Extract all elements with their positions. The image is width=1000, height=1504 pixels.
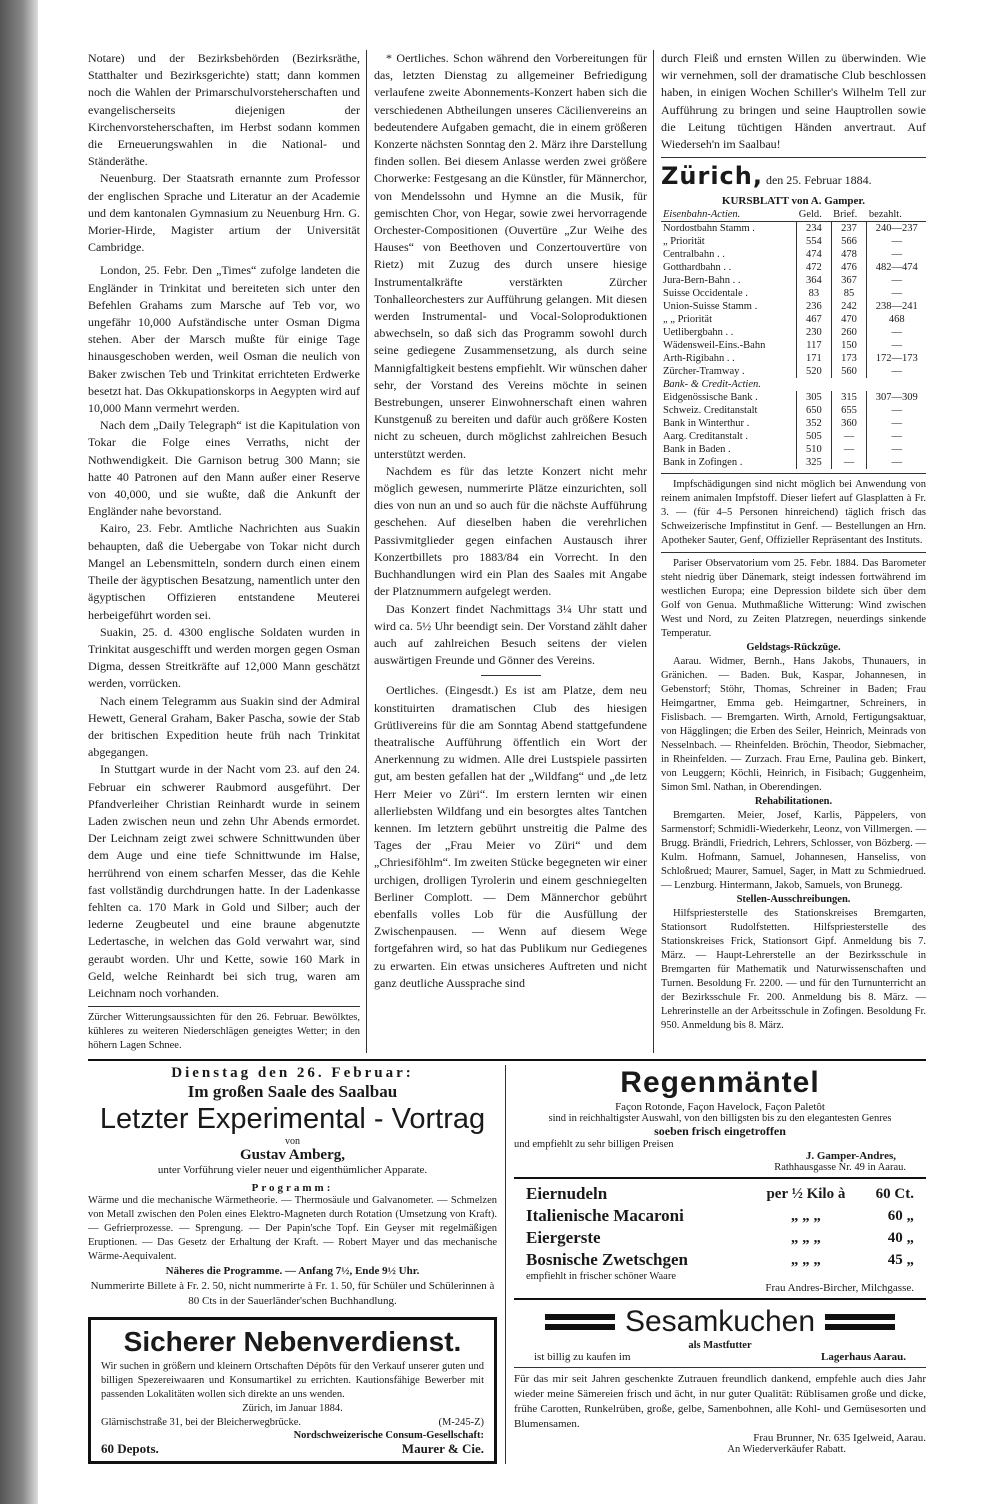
article: * Oertliches. Schon während den Vorbereitungen für das, letzten Dienstag zu allgemeiner Befriedigung verlaufene zweite Abonnements-Konzert haben sich die verschiedenen Abtheilungen unseres Cäcilienvereins an bedeutendere Aufgaben gemacht, die in einem größeren Konzerte nächsten Sonntag den 2. März ihre Darstellung finden sollen. Bei diesem Anlasse werden zwei größere Chorwerke: Festgesang an die Künstler, für Männerchor, von Mendelssohn und Hymne an die Musik, für gemischten Chor, von Hegar, sowie zwei hervorragende Orchester-Compositionen (Ouvertüre „Zur Weihe des Hauses“ von Beethoven und Conzertouvertüre von Rietz) mit Zuzug des durch unsere hiesige Instrumentalkräfte verstärkten Zürcher Tonhalleorchesters zur Aufführung gelangen. Mit diesen werden Instrumental- und Vocal-Soloproduktionen abwechseln, so daß sich das Programm sowohl durch seine gediegene Zusammensetzung, als durch seine Mannigfaltigkeit bestens empfiehlt. Wir wünschen daher sehr, der Vorstand des Vereins möchte in seinen Bestrebungen, unserer Einwohnerschaft einen wahren Kunstgenuß zu bereiten und dafür auch größere Kosten nicht zu scheuen, durch möglichst zahlreichen Besuch unterstützt werden. [374,51,647,461]
brief-value: 470 [831,313,867,326]
unit: „ „ „ [790,1208,821,1225]
article: London, 25. Febr. Den „Times“ zufolge landeten die Engländer in Trinkitat und bereiteten sich unter den Befehlen Grahams zum Marsche auf Teb vor, wo ungefähr 10,000 Aufständische unter Osman Digma stehen. Aber der Marsch mußte für einige Tage hinausgeschoben werden, weil Osman die neulich von Baker zwischen Teb und Trinkitat errichteten Erdwerke besetzt hat. Das Okkupationskorps in Aegypten wird auf 10,000 Mann vermehrt werden. [88,263,360,416]
ad-line: soeben frisch eingetroffen [654,1124,786,1139]
kurs-row [661,326,926,339]
unit: „ „ „ [790,1230,821,1247]
ad-line: ist billig zu kaufen im [534,1351,631,1364]
price: 60 „ [887,1208,914,1225]
stock-name: Schweiz. Creditanstalt [663,405,758,417]
bezahlt-value: — [867,443,926,456]
ad-speaker: Gustav Amberg, [240,1147,345,1164]
kurs-row [661,456,926,469]
article: Das Konzert findet Nachmittags 3¼ Uhr statt und wird ca. 5½ Uhr beendigt sein. Der Vorstand zählt daher auch auf zahlreichen Besuch seitens der vielen auswärtigen Freunde und Gönner des Vereins. [374,601,647,668]
ad-firm: Frau Brunner, Nr. 635 Igelweid, Aarau. [753,1432,926,1445]
divider [661,157,926,158]
geld-value: 510 [797,443,831,456]
col-header: bezahlt. [867,208,926,222]
ad-depots: 60 Depots. [101,1441,159,1457]
kursblatt-table [661,208,926,469]
article: Nach einem Telegramm aus Suakin sind der Admiral Hewett, General Graham, Baker Pascha, sowie der Stab der britischen Expedition heute früh nach Trinkitat abgegangen. [88,693,360,760]
article: Notare) und der Bezirksbehörden (Bezirksräthe, Statthalter und Bezirksgerichte) statt; dann kommen noch die Wahlen der Primarschulvorsteherschaften und evangelischerseits diejenigen der Kirchenvorsteherschaften, im Herbst sodann kommen die Erneuerungswahlen in die National- und Ständeräthe. [88,51,360,169]
col-header: Eisenbahn-Actien. [661,208,797,222]
kurs-row [661,261,926,274]
stock-name: Zürcher-Tramway . [663,366,745,378]
brief-value: — [831,430,867,443]
bezahlt-value: — [867,404,926,417]
geld-value: 520 [797,365,831,378]
divider [481,675,541,676]
stock-name: Jura-Bern-Bahn . . [663,275,741,287]
brief-value: 476 [831,261,867,274]
price-row [526,1205,914,1227]
ad-regenmaentel [514,1065,926,1173]
ad-body: Wir suchen in größern und kleinern Ortschaften Dépôts für den Verkauf unserer guten und billigen Spezereiwaaren und Konsumartikel zu errichten. Kautionsfähige Bewerber mit passenden Lokalitäten wollen sich direkte an uns wenden. [101,1361,484,1401]
bezahlt-value: — [867,456,926,469]
stock-name: Gotthardbahn . . [663,262,732,274]
brief-value: 242 [831,300,867,313]
bezahlt-value: — [867,326,926,339]
geld-value: 325 [797,456,831,469]
notice: Hilfspriesterstelle des Stationskreises Bremgarten, Stationsort Rudolfstetten. Hilfspriesterstelle des Stationskreises Frick, Stationsort Gipf. Anmeldung bis 7. März. — Haupt-Lehrerstelle an der Bezirksschule in Bremgarten für Mathematik und Naturwissenschaften und Turnen. Besoldung Fr. 2200. — und für den Turnunterricht an der Bezirksschule Fr. 200. Anmeldung bis 8. März. — Lehrerinstelle an der Arbeitsschule in Zofingen. Besoldung Fr. 950. Anmeldung bis 8. März. [661,908,926,1032]
bezahlt-value: — [867,235,926,248]
bezahlt-value: — [867,417,926,430]
bezahlt-value: 307—309 [867,391,926,404]
brief-value: 315 [831,391,867,404]
kurs-row [661,365,926,378]
price: 40 „ [887,1230,914,1247]
section-title: Geldstags-Rückzüge. [746,642,841,654]
geld-value: 230 [797,326,831,339]
geld-value: 364 [797,274,831,287]
section-title: Rehabilitationen. [754,796,833,808]
product-name: Italienische Macaroni [526,1206,684,1226]
notice: Pariser Observatorium vom 25. Febr. 1884. Das Barometer steht niedrig über Dänemark, steigt indessen fortwährend im westlichen Europa; eine Depression bildete sich über dem Golf von Genua. Muthmaßliche Witterung: Wind zwischen West und Nord, zu Zeiten Platzregen, neuerdings sinkende Temperatur. [661,558,926,640]
brief-value: 560 [831,365,867,378]
brief-value: 367 [831,274,867,287]
article: Neuenburg. Der Staatsrath ernannte zum Professor der englischen Sprache und Literatur an der Academie und dem kantonalen Gymnasium zu Neuenburg Hrn. G. Morier-Hirde, Magister artium der Universität Cambridge. [88,171,360,255]
geld-value: 467 [797,313,831,326]
kurs-row [661,352,926,365]
notice: Bremgarten. Meier, Josef, Karlis, Päppelers, von Sarmenstorf; Schmidli-Wiederkehr, Leonz, von Villmergen. — Brugg. Brändli, Friedrich, Lehrers, Schlosser, von Bözberg. — Kulm. Hofmann, Samuel, Johannesen, Hanseliss, von Schloßrued; Maurer, Samuel, Sager, in Matt zu Schmiedrued. — Lenzburg. Hintermann, Jakob, Samuels, von Brunegg. [661,810,926,892]
notice: Aarau. Widmer, Bernh., Hans Jakobs, Thunauers, in Gränichen. — Baden. Buk, Kaspar, Johannesen, in Gebenstorf; Stöhr, Thomas, Schreiner in Baden; Frau Heimgartner, Emma geb. Heimgartner, Schreiners, in Fislisbach. — Bremgarten. Wirth, Arnold, Fertigungsaktuar, von Hägglingen; die Erben des Seiler, Heinrich, Meinrads von Nesselnbach. — Rheinfelden. Bröchin, Theodor, Siebmacher, in Rheinfelden. — Zurzach. Frau Erne, Paulina geb. Binkert, von Leuggern; Köchli, Heinrich, in Fisibach; Guggenheim, Simon Sml. Nathan, in Oberendingen. [661,656,926,794]
stock-name: Bank in Winterthur . [663,418,750,430]
bezahlt-value: 172—173 [867,352,926,365]
stock-name: Bank in Zofingen . [663,457,743,469]
bezahlt-value: 482—474 [867,261,926,274]
scan-edge [0,0,38,1504]
divider [88,1006,360,1007]
geld-value: 472 [797,261,831,274]
section-divider [88,1059,926,1061]
brief-value: 566 [831,235,867,248]
stock-name: Bank in Baden . [663,444,731,456]
geld-value: 234 [797,222,831,236]
kursblatt-subtitle: KURSBLATT von A. Gamper. [721,195,866,208]
ad-address: Rathhausgasse Nr. 49 in Aarau. [774,1162,906,1174]
ad-vortrag [88,1065,497,1309]
geld-value: 650 [797,404,831,417]
ad-address: Glärnischstraße 31, bei der Bleicherwegbrücke. [101,1417,302,1429]
product-name: Bosnische Zwetschgen [526,1250,688,1270]
ad-body: Für das mir seit Jahren geschenkte Zutrauen freundlich dankend, empfehle auch dies Jahr wieder meine Sämereien frisch und ächt, in nur guter Qualität: Rüblisamen große und dicke, frühe Carotten, Runkelrüben, große, gelbe, Samenbohnen, alle Kohl- und Gemüsesorten und Blumensamen. [514,1373,926,1431]
ad-note: An Wiederverkäufer Rabatt. [727,1444,846,1456]
price: 60 Ct. [875,1186,914,1203]
brief-value: 478 [831,248,867,261]
divider [514,1298,926,1300]
unit: per ½ Kilo à [766,1186,846,1203]
divider [514,1177,926,1179]
stock-name: Eidgenössische Bank . [663,392,758,404]
kurs-row [661,300,926,313]
brief-value: — [831,443,867,456]
bezahlt-value: — [867,274,926,287]
brief-value: 360 [831,417,867,430]
kurs-row [661,391,926,404]
brief-value: 173 [831,352,867,365]
geld-value: 505 [797,430,831,443]
article: In Stuttgart wurde in der Nacht vom 23. auf den 24. Februar ein schwerer Raubmord ausgeführt. Der Pfandverleiher Christian Reinhardt wurde in seinem Laden zwischen neun und zehn Uhr Abends ermordet. Der Leichnam zeigt zwei schwere Schnittwunden über dem Auge und eine tiefe Schnittwunde im Halse, herrührend von einem scharfen Messer, das die Kehle fast vollständig durchdrungen hatte. In der Ladenkasse fehlten ca. 170 Mark in Gold und Silber; auch der lederne Zeugbeutel und eine braune abgenutzte Ledertasche, in welchen das Gold verwahrt war, sind geraubt worden. Uhr und Kette, sowie 160 Mark in Geld, welche Reinhardt bei sich trug, waren am Leichnam noch vorhanden. [88,762,360,1000]
col-header: Geld. [797,208,831,222]
ad-title: Sesamkuchen [624,1305,816,1339]
geld-value: 117 [797,339,831,352]
geld-value: 554 [797,235,831,248]
ads-left [88,1065,506,1464]
divider [514,1367,926,1368]
ad-title: Sicherer Nebenverdienst. [123,1326,462,1358]
geld-value: 171 [797,352,831,365]
price-row [526,1183,914,1205]
price-row [526,1227,914,1249]
geld-value: 83 [797,287,831,300]
decorative-bar [825,1314,895,1330]
ads-section [88,1065,926,1464]
kurs-row [661,339,926,352]
brief-value: 150 [831,339,867,352]
geld-value: 236 [797,300,831,313]
weather-forecast: Zürcher Witterungsaussichten für den 26. Februar. Bewölktes, kühleres zu weiteren Niederschlägen geneigtes Wetter; in den höhern Lagen Schnee. [88,1012,360,1052]
ad-sub: Façon Rotonde, Façon Havelock, Façon Paletôt [615,1101,825,1114]
article: Nach dem „Daily Telegraph“ ist die Kapitulation von Tokar die Folge eines Verraths, nicht der Nothwendigkeit. Die Garnison betrug 300 Mann; sie hatte 40 Patronen auf den Mann außer einer Reserve von 40,000, und sie wußte, daß die Ankunft der Engländer nahe bevorstand. [88,418,360,519]
divider [661,552,926,553]
stock-name: Suisse Occidentale . [663,288,748,300]
kurs-row [661,235,926,248]
ad-sesamkuchen [514,1304,926,1363]
brief-value: 260 [831,326,867,339]
ad-line: und empfiehlt zu sehr billigen Preisen [514,1139,674,1151]
product-name: Eiernudeln [526,1184,608,1204]
ad-code: (M-245-Z) [438,1417,484,1429]
kurs-row [661,222,926,236]
column-3 [654,50,926,1053]
product-name: Eiergerste [526,1228,601,1248]
stock-name: Arth-Rigibahn . . [663,353,735,365]
kursblatt-date: den 25. Februar 1884. [765,173,872,188]
price: 45 „ [887,1252,914,1269]
bezahlt-value: — [867,287,926,300]
ad-firm: Frau Andres-Bircher, Milchgasse. [765,1282,914,1295]
kurs-row [661,248,926,261]
notice: Impfschädigungen sind nicht möglich bei Anwendung von reinem animalen Impfstoff. Dieser liefert auf Glasplatten à Fr. 3. — (für 4–5 Personen hinreichend) täglich frisch das Schweizerische Impfinstitut in Genf. — Bestellungen an Hrn. Apotheker Sauter, Genf, Offizieller Repräsentant des Instituts. [661,479,926,547]
ad-nebenverdienst [88,1317,497,1464]
article: durch Fleiß und ernsten Willen zu überwinden. Wie wir vernehmen, soll der dramatische Club beschlossen haben, in einigen Wochen Schiller's Wilhelm Tell zur Aufführung zu bringen und seine Hauptrollen sowie die Leitung tüchtigen Händen anvertraut. Auf Wiederseh'n im Saalbau! [661,51,926,152]
article: Oertliches. (Eingesdt.) Es ist am Platze, dem neu konstituirten dramatischen Club des hiesigen Grütlivereins für die am Sonntag Abend stattgefundene theatralische Aufführung öffentlich ein Wort der Anerkennung zu widmen. Alle drei Lustspiele passirten gut, am besten gefallen hat der „Wildfang“ und „de letz Herr Meier vo Züri“. Im erstern lernten wir einen allerliebsten Wildfang und ein besorgtes altes Tantchen kennen. Im letztern gebührt unstreitig die Palme des Tages der „Frau Meier vo Züri“ und dem „Chriesiföhlm“. Im zweiten Stücke begegneten wir einer urchigen, drolligen Tyrolerin und einem geschniegelten Berliner Complott. — Dem Männerchor gebührt ebenfalls volles Lob für die Ausfüllung der Zwischenpausen. — Wenn auf diesem Wege fortgefahren wird, so hat das Publikum nur Gediegenes zu erwarten. Ein etwas unsicheres Auftreten und nicht ganz deutliche Aussprache sind [374,683,647,990]
ad-program: Wärme und die mechanische Wärmetheorie. — Thermosäule und Galvanometer. — Schmelzen von Metall zwischen den Polen eines Elektro-Magneten durch Rotation (Umsetzung von Kraft). — Gefrierprozesse. — Sprengung. — Der Papin'sche Topf. Ein Geyser mit regelmäßigen Eruptionen. — Das Gesetz der Erhaltung der Kraft. — Robert Mayer und das mechanische Wärme-Aequivalent. [88,1195,497,1263]
bezahlt-value: 238—241 [867,300,926,313]
article: Nachdem es für das letzte Konzert nicht mehr möglich gewesen, nummerirte Plätze einzurichten, soll dies von nun an und so auch für die nächste Aufführung geschehen. Auf dieselben haben die verehrlichen Passivmitglieder gegen einfachen Austausch ihrer Konzertbillets pro 1883/84 ein Vorrecht. In den Buchhandlungen wird ein Plan des Saales mit Angabe der Platznummern aufgelegt werden. [374,463,647,599]
unit: „ „ „ [790,1252,821,1269]
kurs-row [661,443,926,456]
geld-value: 474 [797,248,831,261]
kurs-row [661,430,926,443]
bezahlt-value: — [867,339,926,352]
ad-title: Regenmäntel [620,1066,820,1100]
ad-details: Näheres die Programme. — Anfang 7½, Ende 9½ Uhr. [165,1265,420,1278]
ad-firm: Nordschweizerische Consum-Gesellschaft: [293,1430,484,1442]
stock-name: „ „ Priorität [663,314,712,326]
kurs-row [661,287,926,300]
article: Suakin, 25. d. 4300 englische Soldaten wurden in Trinkitat ausgeschifft und werden morgen gegen Osman Digma, dessen Streitkräfte auf 12,000 Mann geschätzt werden, vorrücken. [88,624,360,691]
bezahlt-value: — [867,430,926,443]
ad-program-title: Programm: [251,1182,334,1195]
column-2 [367,50,654,1053]
section-header: Bank- & Credit-Actien. [663,379,761,391]
kurs-row [661,274,926,287]
ad-title: Letzter Experimental - Vortrag [99,1103,486,1136]
section-title: Stellen-Ausschreibungen. [736,894,851,906]
news-columns [88,50,926,1053]
bezahlt-value: 240—237 [867,222,926,236]
ad-samen [514,1372,926,1455]
ad-place: Zürich, im Januar 1884. [242,1403,343,1415]
stock-name: Union-Suisse Stamm . [663,301,758,313]
ad-firm: J. Gamper-Andres, [805,1150,896,1163]
ad-place: Im großen Saale des Saalbau [187,1082,398,1102]
bezahlt-value: — [867,248,926,261]
ad-date: Dienstag den 26. Februar: [171,1065,414,1082]
column-1 [88,50,367,1053]
stock-name: Uetlibergbahn . . [663,327,734,339]
bezahlt-value: 468 [867,313,926,326]
ad-firm: Lagerhaus Aarau. [821,1351,906,1364]
ad-note: empfiehlt in frischer schöner Waare [526,1271,676,1283]
bezahlt-value: — [867,365,926,378]
ads-right [506,1065,926,1464]
divider [661,473,926,474]
col-header: Brief. [831,208,867,222]
ad-nudeln [514,1183,926,1294]
price-row [526,1249,914,1271]
kurs-row [661,404,926,417]
brief-value: 655 [831,404,867,417]
stock-name: „ Priorität [663,236,705,248]
ad-von: von [285,1136,300,1148]
geld-value: 305 [797,391,831,404]
stock-name: Wädensweil-Eins.-Bahn [663,340,766,352]
stock-name: Aarg. Creditanstalt . [663,431,748,443]
kursblatt [661,162,926,469]
article: Kairo, 23. Febr. Amtliche Nachrichten aus Suakin behaupten, daß die Uebergabe von Tokar nicht durch Mangel an Lebensmitteln, sondern durch einen einem Theile der ägyptischen Besatzung, namentlich unter den ägyptischen Offizieren entstandene Meuterei herbeigeführt worden sei. [88,521,360,622]
ad-sub: als Mastfutter [688,1340,752,1352]
ad-line: sind in reichhaltigster Auswahl, von den billigsten bis zu den elegantesten Genres [548,1113,892,1125]
kursblatt-city: Zürich, [661,162,763,191]
ad-tickets: Nummerirte Billete à Fr. 2. 50, nicht nummerirte à Fr. 1. 50, für Schüler und Schülerinnen à 80 Cts in der Sauerländer'schen Buchhandlung. [90,1280,495,1308]
stock-name: Nordostbahn Stamm . [663,223,755,235]
brief-value: 237 [831,222,867,236]
brief-value: — [831,456,867,469]
ad-sub: unter Vorführung vieler neuer und eigenthümlicher Apparate. [157,1164,428,1177]
brief-value: 85 [831,287,867,300]
kurs-row [661,417,926,430]
decorative-bar [545,1314,615,1330]
geld-value: 352 [797,417,831,430]
kurs-row [661,313,926,326]
stock-name: Centralbahn . . [663,249,725,261]
ad-owner: Maurer & Cie. [401,1441,484,1457]
